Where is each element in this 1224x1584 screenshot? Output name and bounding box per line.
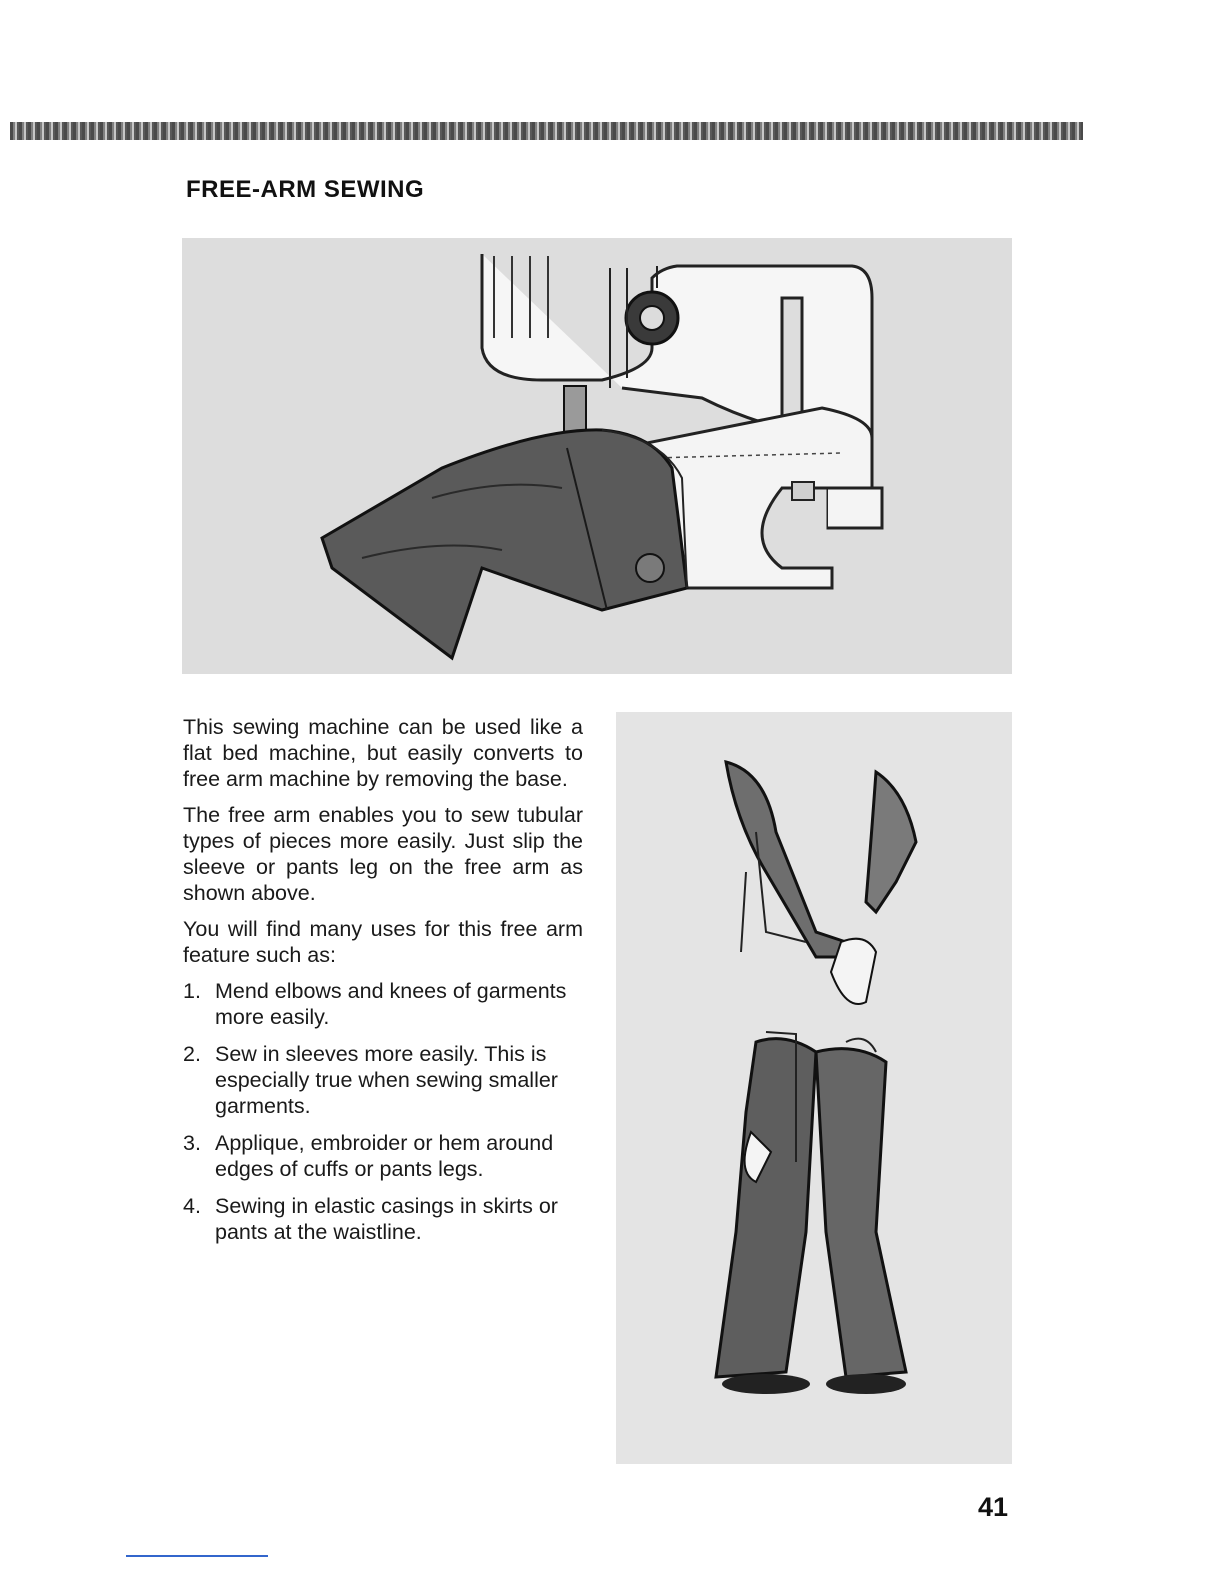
uses-list bbox=[183, 978, 583, 1245]
list-item bbox=[183, 1041, 583, 1119]
list-item bbox=[183, 1130, 583, 1182]
list-item-text: Mend elbows and knees of garments more easily. bbox=[215, 979, 567, 1029]
garment-wearer-illustration bbox=[616, 712, 1012, 1464]
header-decorative-band bbox=[10, 122, 1083, 140]
list-item bbox=[183, 1193, 583, 1245]
uses-intro-paragraph: You will find many uses for this free arm feature such as: bbox=[183, 917, 583, 967]
list-item-number: 1. bbox=[183, 979, 201, 1003]
page-number: 41 bbox=[978, 1492, 1009, 1522]
intro-paragraph: This sewing machine can be used like a flat bed machine, but easily converts to free arm machine by removing the base. bbox=[183, 715, 583, 791]
list-item-text: Sew in sleeves more easily. This is especially true when sewing smaller garments. bbox=[215, 1042, 558, 1118]
list-item bbox=[183, 978, 583, 1030]
list-item-number: 3. bbox=[183, 1131, 201, 1155]
footer-rule bbox=[126, 1555, 268, 1557]
body-text bbox=[183, 714, 583, 1256]
list-item-number: 4. bbox=[183, 1194, 201, 1218]
list-item-text: Sewing in elastic casings in skirts or pants at the waistline. bbox=[215, 1194, 558, 1244]
list-item-number: 2. bbox=[183, 1042, 201, 1066]
section-title: FREE-ARM SEWING bbox=[186, 176, 425, 203]
free-arm-machine-illustration bbox=[182, 238, 1012, 674]
free-arm-paragraph: The free arm enables you to sew tubular types of pieces more easily. Just slip the sleeve or pants leg on the free arm as shown above. bbox=[183, 803, 583, 905]
list-item-text: Applique, embroider or hem around edges of cuffs or pants legs. bbox=[215, 1131, 554, 1181]
